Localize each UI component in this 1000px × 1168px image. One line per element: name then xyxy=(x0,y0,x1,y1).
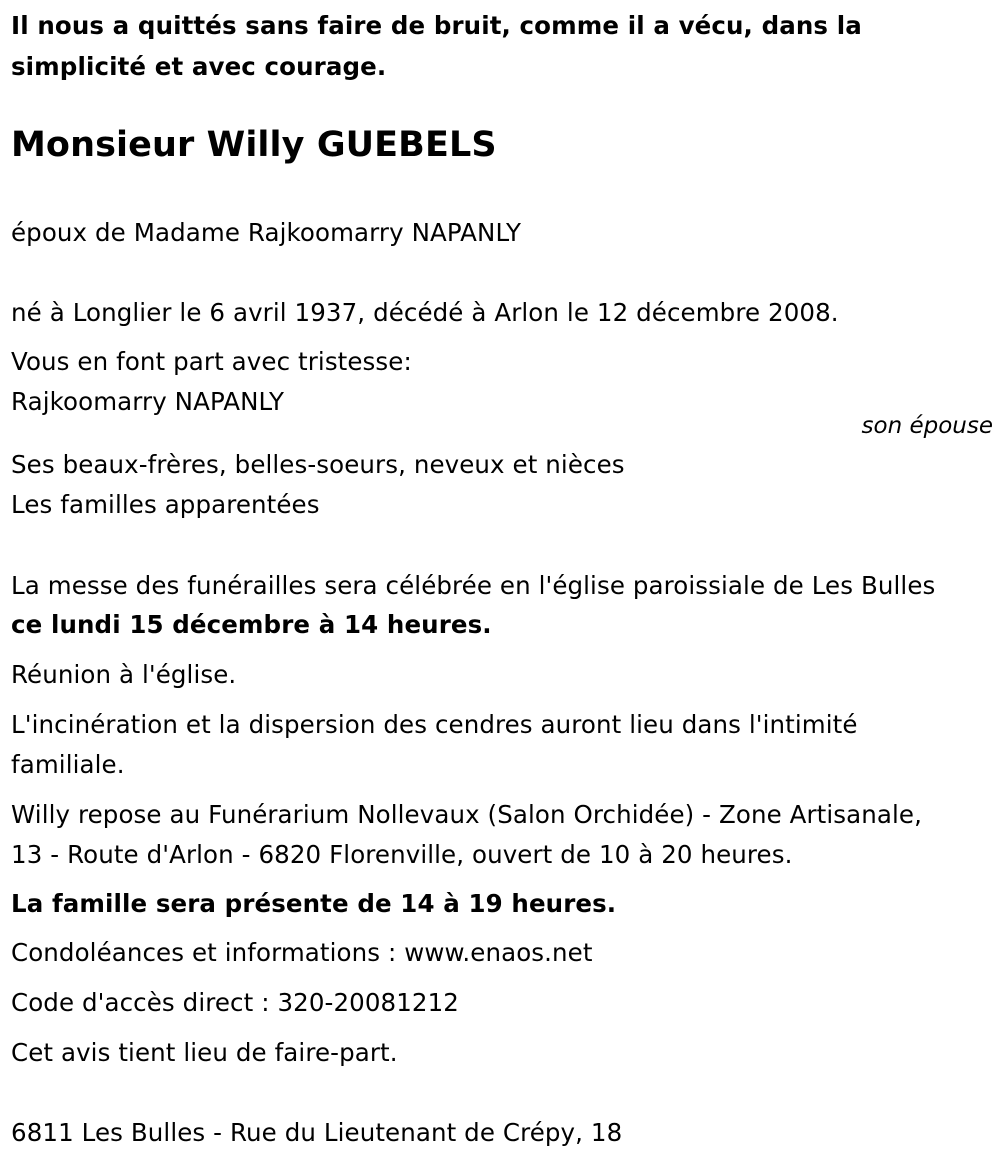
family-presence-text: La famille sera présente de 14 à 19 heures. xyxy=(11,889,617,918)
meeting-text: Réunion à l'église. xyxy=(11,660,237,689)
repose-text-line-1: Willy repose au Funérarium Nollevaux (Salon Orchidée) - Zone Artisanale, xyxy=(11,800,922,829)
family-spouse-name: Rajkoomarry NAPANLY xyxy=(11,387,285,416)
access-code-text: Code d'accès direct : 320-20081212 xyxy=(11,988,459,1017)
deceased-name: Monsieur Willy GUEBELS xyxy=(11,125,497,165)
cremation-text-line-1: L'incinération et la dispersion des cendres auront lieu dans l'intimité xyxy=(11,710,858,739)
address-text: 6811 Les Bulles - Rue du Lieutenant de Crépy, 18 xyxy=(11,1118,623,1147)
family-related-families: Les familles apparentées xyxy=(11,490,320,519)
family-spouse-role: son épouse xyxy=(861,413,993,439)
announcement-text: Vous en font part avec tristesse: xyxy=(11,347,412,376)
family-relatives: Ses beaux-frères, belles-soeurs, neveux et nièces xyxy=(11,450,625,479)
intro-text-line-1: Il nous a quittés sans faire de bruit, comme il a vécu, dans la xyxy=(11,11,862,40)
birth-death-text: né à Longlier le 6 avril 1937, décédé à Arlon le 12 décembre 2008. xyxy=(11,298,839,327)
condolences-text: Condoléances et informations : www.enaos.net xyxy=(11,938,593,967)
spouse-of-text: époux de Madame Rajkoomarry NAPANLY xyxy=(11,218,522,247)
repose-text-line-2: 13 - Route d'Arlon - 6820 Florenville, ouvert de 10 à 20 heures. xyxy=(11,840,793,869)
cremation-text-line-2: familiale. xyxy=(11,750,125,779)
notice-text: Cet avis tient lieu de faire-part. xyxy=(11,1038,398,1067)
funeral-mass-date: ce lundi 15 décembre à 14 heures. xyxy=(11,610,492,639)
funeral-mass-text-line-1: La messe des funérailles sera célébrée en l'église paroissiale de Les Bulles xyxy=(11,571,936,600)
intro-text-line-2: simplicité et avec courage. xyxy=(11,52,387,81)
